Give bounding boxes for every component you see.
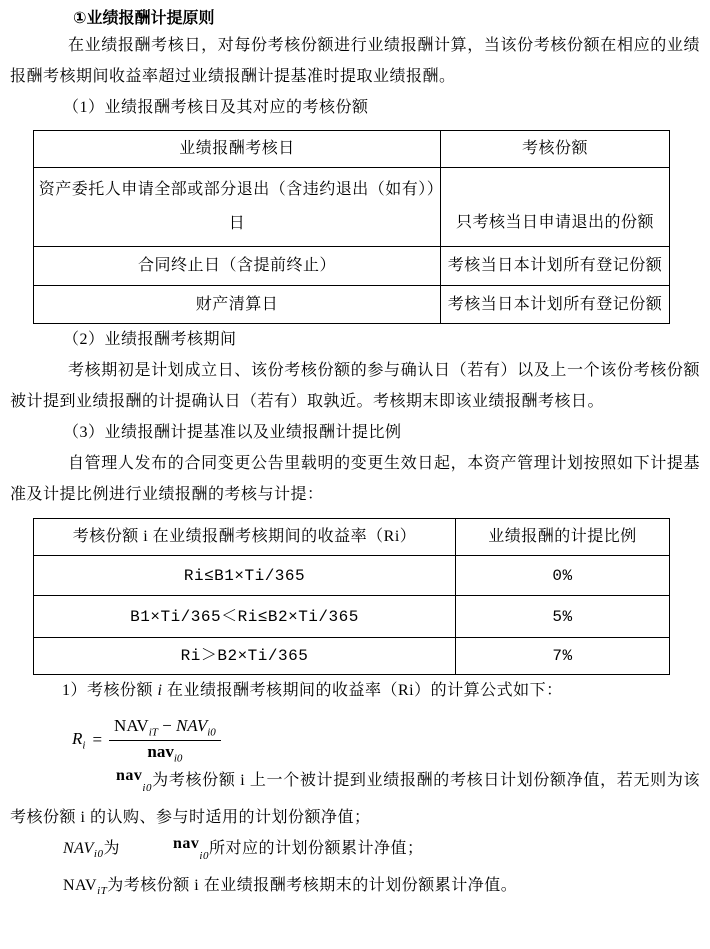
accrual-basis-paragraph: 自管理人发布的合同变更公告里载明的变更生效日起，本资产管理计划按照如下计提基准及计提比例进行业绩报酬的考核与计提：: [10, 455, 700, 503]
fraction-numerator: $NAV_{iT} - NAV_{i0}$: [114, 715, 216, 738]
table1-header-row: [34, 131, 670, 168]
definition-NAV-iT: $NAV_{iT}$为考核份额 i 在业绩报酬考核期末的计划份额累计净值。: [63, 877, 518, 898]
table-cell-condition-2: B1×Ti/365＜Ri≤B2×Ti/365: [34, 596, 456, 638]
NAV-i0-term: $NAV_{i0}$: [63, 840, 104, 861]
page-title: ①业绩报酬计提原则: [73, 10, 215, 27]
fraction-denominator: nav$_{i0}$: [109, 740, 221, 764]
table2-header-return-rate: 考核份额 i 在业绩报酬考核期间的收益率（Ri）: [34, 519, 456, 556]
table-row: [34, 168, 670, 247]
section-heading-3: （3）业绩报酬计提基准以及业绩报酬计提比例: [63, 424, 402, 441]
table-cell-condition-3: Ri＞B2×Ti/365: [34, 638, 456, 675]
accrual-ratio-table: [33, 518, 670, 675]
table-cell-condition-1: Ri≤B1×Ti/365: [34, 556, 456, 596]
assessment-period-paragraph: 考核期初是计划成立日、该份考核份额的参与确认日（若有）以及上一个该份考核份额被计提到业绩报酬的计提确认日（若有）取孰近。考核期末即该业绩报酬考核日。: [10, 362, 700, 410]
minus-sign: −: [162, 715, 172, 735]
table1-header-assessment-day: 业绩报酬考核日: [34, 131, 441, 168]
table-cell-rate-1: 0%: [455, 556, 669, 596]
assessment-day-table: [33, 130, 670, 324]
table-row: [34, 556, 670, 596]
section-heading-1: （1）业绩报酬考核日及其对应的考核份额: [63, 99, 369, 116]
definition-NAV-i0: $NAV_{i0}$为 nav$_{i0}$所对应的计划份额累计净值；: [63, 835, 424, 863]
nav-i0-term: nav$_{i0}$: [173, 835, 209, 863]
table-cell-termination-shares: 考核当日本计划所有登记份额: [440, 247, 669, 286]
table2-header-row: [34, 519, 670, 556]
table-cell-withdrawal-day: 资产委托人申请全部或部分退出（含违约退出（如有））日: [34, 168, 441, 247]
section-heading-2: （2）业绩报酬考核期间: [63, 331, 237, 348]
formula-intro-pre: 1）考核份额: [62, 682, 158, 699]
table-row: [34, 596, 670, 638]
formula-intro-post: 在业绩报酬考核期间的收益率（Ri）的计算公式如下：: [162, 682, 563, 699]
table-row: [34, 638, 670, 675]
fraction: [109, 716, 221, 765]
table2-header-accrual-ratio: 业绩报酬的计提比例: [455, 519, 669, 556]
table-cell-withdrawal-shares: 只考核当日申请退出的份额: [440, 168, 669, 247]
equals-sign: =: [92, 730, 103, 749]
intro-paragraph: 在业绩报酬考核日，对每份考核份额进行业绩报酬计算，当该份考核份额在相应的业绩报酬考核期间收益率超过业绩报酬计提基准时提取业绩报酬。: [10, 37, 700, 85]
definition-nav-i0: nav$_{i0}$为考核份额 i 上一个被计提到业绩报酬的考核日计划份额净值，若无则为该考核份额 i 的认购、参与时适用的计划份额净值；: [10, 767, 700, 827]
formula-intro-var-i: i: [157, 682, 163, 699]
table-cell-rate-2: 5%: [455, 596, 669, 638]
table-cell-liquidation-day: 财产清算日: [34, 286, 441, 324]
table-cell-liquidation-shares: 考核当日本计划所有登记份额: [440, 286, 669, 324]
table-cell-termination-day: 合同终止日（含提前终止）: [34, 247, 441, 286]
table-row: [34, 286, 670, 324]
NAV-iT-term: $NAV_{iT}$: [63, 877, 108, 898]
formula-lhs: $R_i$: [72, 728, 86, 752]
table-cell-rate-3: 7%: [455, 638, 669, 675]
table-row: [34, 247, 670, 286]
return-rate-formula: [72, 715, 700, 765]
formula-intro: [10, 675, 700, 706]
nav-i0-term: nav$_{i0}$: [116, 767, 152, 795]
table1-header-assessed-shares: 考核份额: [440, 131, 669, 168]
